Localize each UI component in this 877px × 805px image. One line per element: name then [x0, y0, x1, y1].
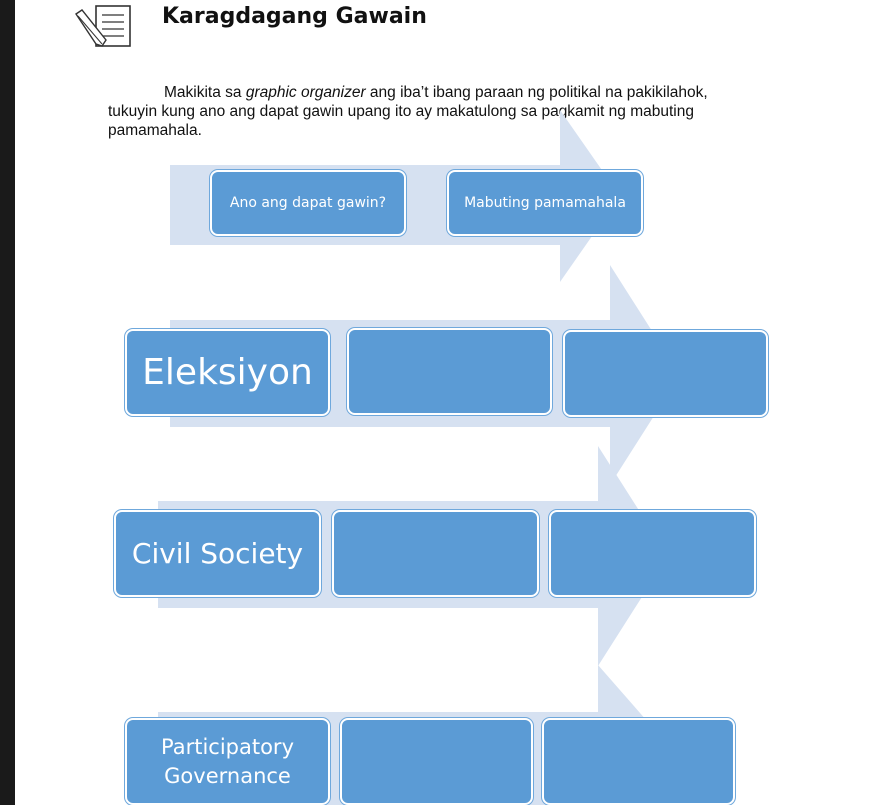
instruction-line1-pre: Makikita sa — [164, 84, 246, 101]
instruction-italic: graphic organizer — [245, 84, 366, 101]
left-edge-bar — [0, 0, 15, 805]
instruction-line1-post: ang iba’t ibang paraan ng politikal na pakikilahok, — [365, 84, 708, 101]
eleksiyon-label-box — [125, 329, 330, 416]
instruction-line3: pamamahala. — [108, 122, 202, 139]
participatory-label-line2: Governance — [164, 763, 291, 788]
eleksiyon-what-to-do-cell[interactable] — [347, 328, 552, 415]
eleksiyon-good-governance-cell[interactable] — [563, 330, 768, 417]
participatory-what-to-do-cell[interactable] — [340, 718, 533, 805]
instruction-line2: tukuyin kung ano ang dapat gawin upang ito ay makatulong sa pagkamit ng mabuting — [108, 103, 694, 120]
eleksiyon-label: Eleksiyon — [142, 352, 313, 393]
page-title: Karagdagang Gawain — [162, 4, 427, 29]
header-good-governance-box — [447, 170, 643, 236]
civil-society-what-to-do-cell[interactable] — [332, 510, 539, 597]
worksheet-pencil-icon — [72, 2, 138, 52]
header-good-governance-label: Mabuting pamamahala — [464, 195, 626, 211]
header-what-to-do-box — [210, 170, 406, 236]
civil-society-label-box — [114, 510, 321, 597]
civil-society-label: Civil Society — [131, 537, 304, 570]
participatory-governance-label-box — [125, 718, 330, 805]
participatory-label-line1: Participatory — [160, 734, 294, 759]
header-what-to-do-label: Ano ang dapat gawin? — [229, 195, 387, 211]
participatory-good-governance-cell[interactable] — [542, 718, 735, 805]
civil-society-good-governance-cell[interactable] — [549, 510, 756, 597]
